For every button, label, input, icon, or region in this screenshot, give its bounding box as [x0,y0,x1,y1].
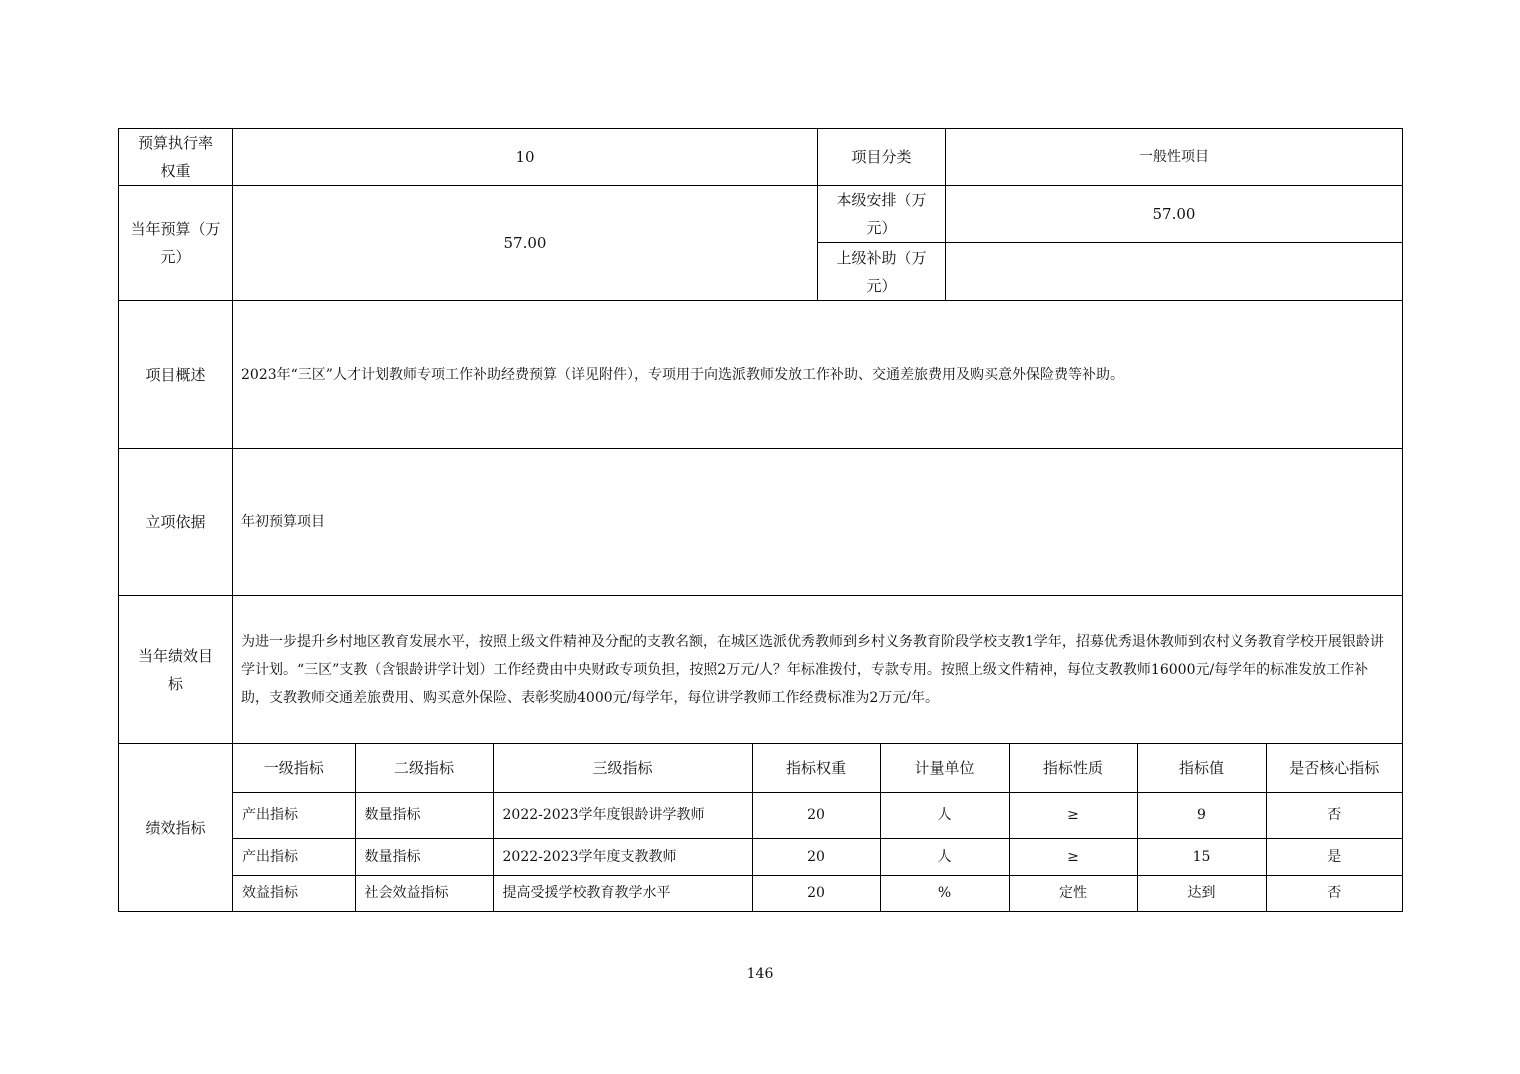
local-allocation-value: 57.00 [946,186,1403,243]
metrics-header-level1: 一级指标 [233,744,355,792]
metric-nature: ≥ [1009,792,1137,838]
metric-core: 是 [1266,838,1402,875]
metric-level3: 2022-2023学年度银龄讲学教师 [493,792,752,838]
metrics-header-core: 是否核心指标 [1266,744,1402,792]
metric-level1: 效益指标 [233,875,355,911]
annual-budget-value: 57.00 [233,186,818,301]
goal-label: 当年绩效目标 [119,596,233,744]
metric-value: 9 [1137,792,1266,838]
metric-weight: 20 [752,838,880,875]
metrics-header-nature: 指标性质 [1009,744,1137,792]
metric-unit: % [880,875,1009,911]
metrics-header-weight: 指标权重 [752,744,880,792]
metrics-label: 绩效指标 [119,744,233,912]
project-category-value: 一般性项目 [946,129,1403,186]
basis-text: 年初预算项目 [233,449,1403,596]
metric-core: 否 [1266,875,1402,911]
metrics-header-value: 指标值 [1137,744,1266,792]
metric-value: 15 [1137,838,1266,875]
metrics-container [233,744,1403,912]
superior-subsidy-value [946,243,1403,301]
metrics-header-level3: 三级指标 [493,744,752,792]
page-number: 146 [746,966,774,982]
metrics-header-unit: 计量单位 [880,744,1009,792]
basis-label: 立项依据 [119,449,233,596]
budget-rate-weight-value: 10 [233,129,818,186]
goal-text: 为进一步提升乡村地区教育发展水平，按照上级文件精神及分配的支教名额，在城区选派优秀教师到乡村义务教育阶段学校支教1学年，招募优秀退休教师到农村义务教育学校开展银龄讲学计划。“三区”支教（含银龄讲学计划）工作经费由中央财政专项负担，按照2万元/人？年标准拨付，专款专用。按照上级文件精神，每位支教教师16000元/每学年的标准发放工作补助，支教教师交通差旅费用、购买意外保险、表彰奖励4000元/每学年，每位讲学教师工作经费标准为2万元/年。 [233,596,1403,744]
metric-level3: 2022-2023学年度支教教师 [493,838,752,875]
metrics-header-level2: 二级指标 [355,744,493,792]
table-row [233,792,1402,838]
overview-text: 2023年“三区”人才计划教师专项工作补助经费预算（详见附件），专项用于向选派教师发放工作补助、交通差旅费用及购买意外保险费等补助。 [233,301,1403,449]
annual-budget-label: 当年预算（万元） [119,186,233,301]
superior-subsidy-label: 上级补助（万元） [818,243,946,301]
metric-unit: 人 [880,838,1009,875]
metric-level2: 数量指标 [355,792,493,838]
project-performance-table [118,128,1403,912]
metric-core: 否 [1266,792,1402,838]
metric-nature: 定性 [1009,875,1137,911]
table-row [233,875,1402,911]
local-allocation-label: 本级安排（万元） [818,186,946,243]
metrics-table [233,744,1402,911]
metric-weight: 20 [752,792,880,838]
metric-unit: 人 [880,792,1009,838]
metric-level3: 提高受援学校教育教学水平 [493,875,752,911]
overview-label: 项目概述 [119,301,233,449]
metric-level1: 产出指标 [233,838,355,875]
metric-value: 达到 [1137,875,1266,911]
metric-nature: ≥ [1009,838,1137,875]
metric-level1: 产出指标 [233,792,355,838]
metrics-header-row [233,744,1402,792]
project-category-label: 项目分类 [818,129,946,186]
budget-rate-weight-label: 预算执行率权重 [119,129,233,186]
metric-weight: 20 [752,875,880,911]
metric-level2: 数量指标 [355,838,493,875]
metric-level2: 社会效益指标 [355,875,493,911]
table-row [233,838,1402,875]
